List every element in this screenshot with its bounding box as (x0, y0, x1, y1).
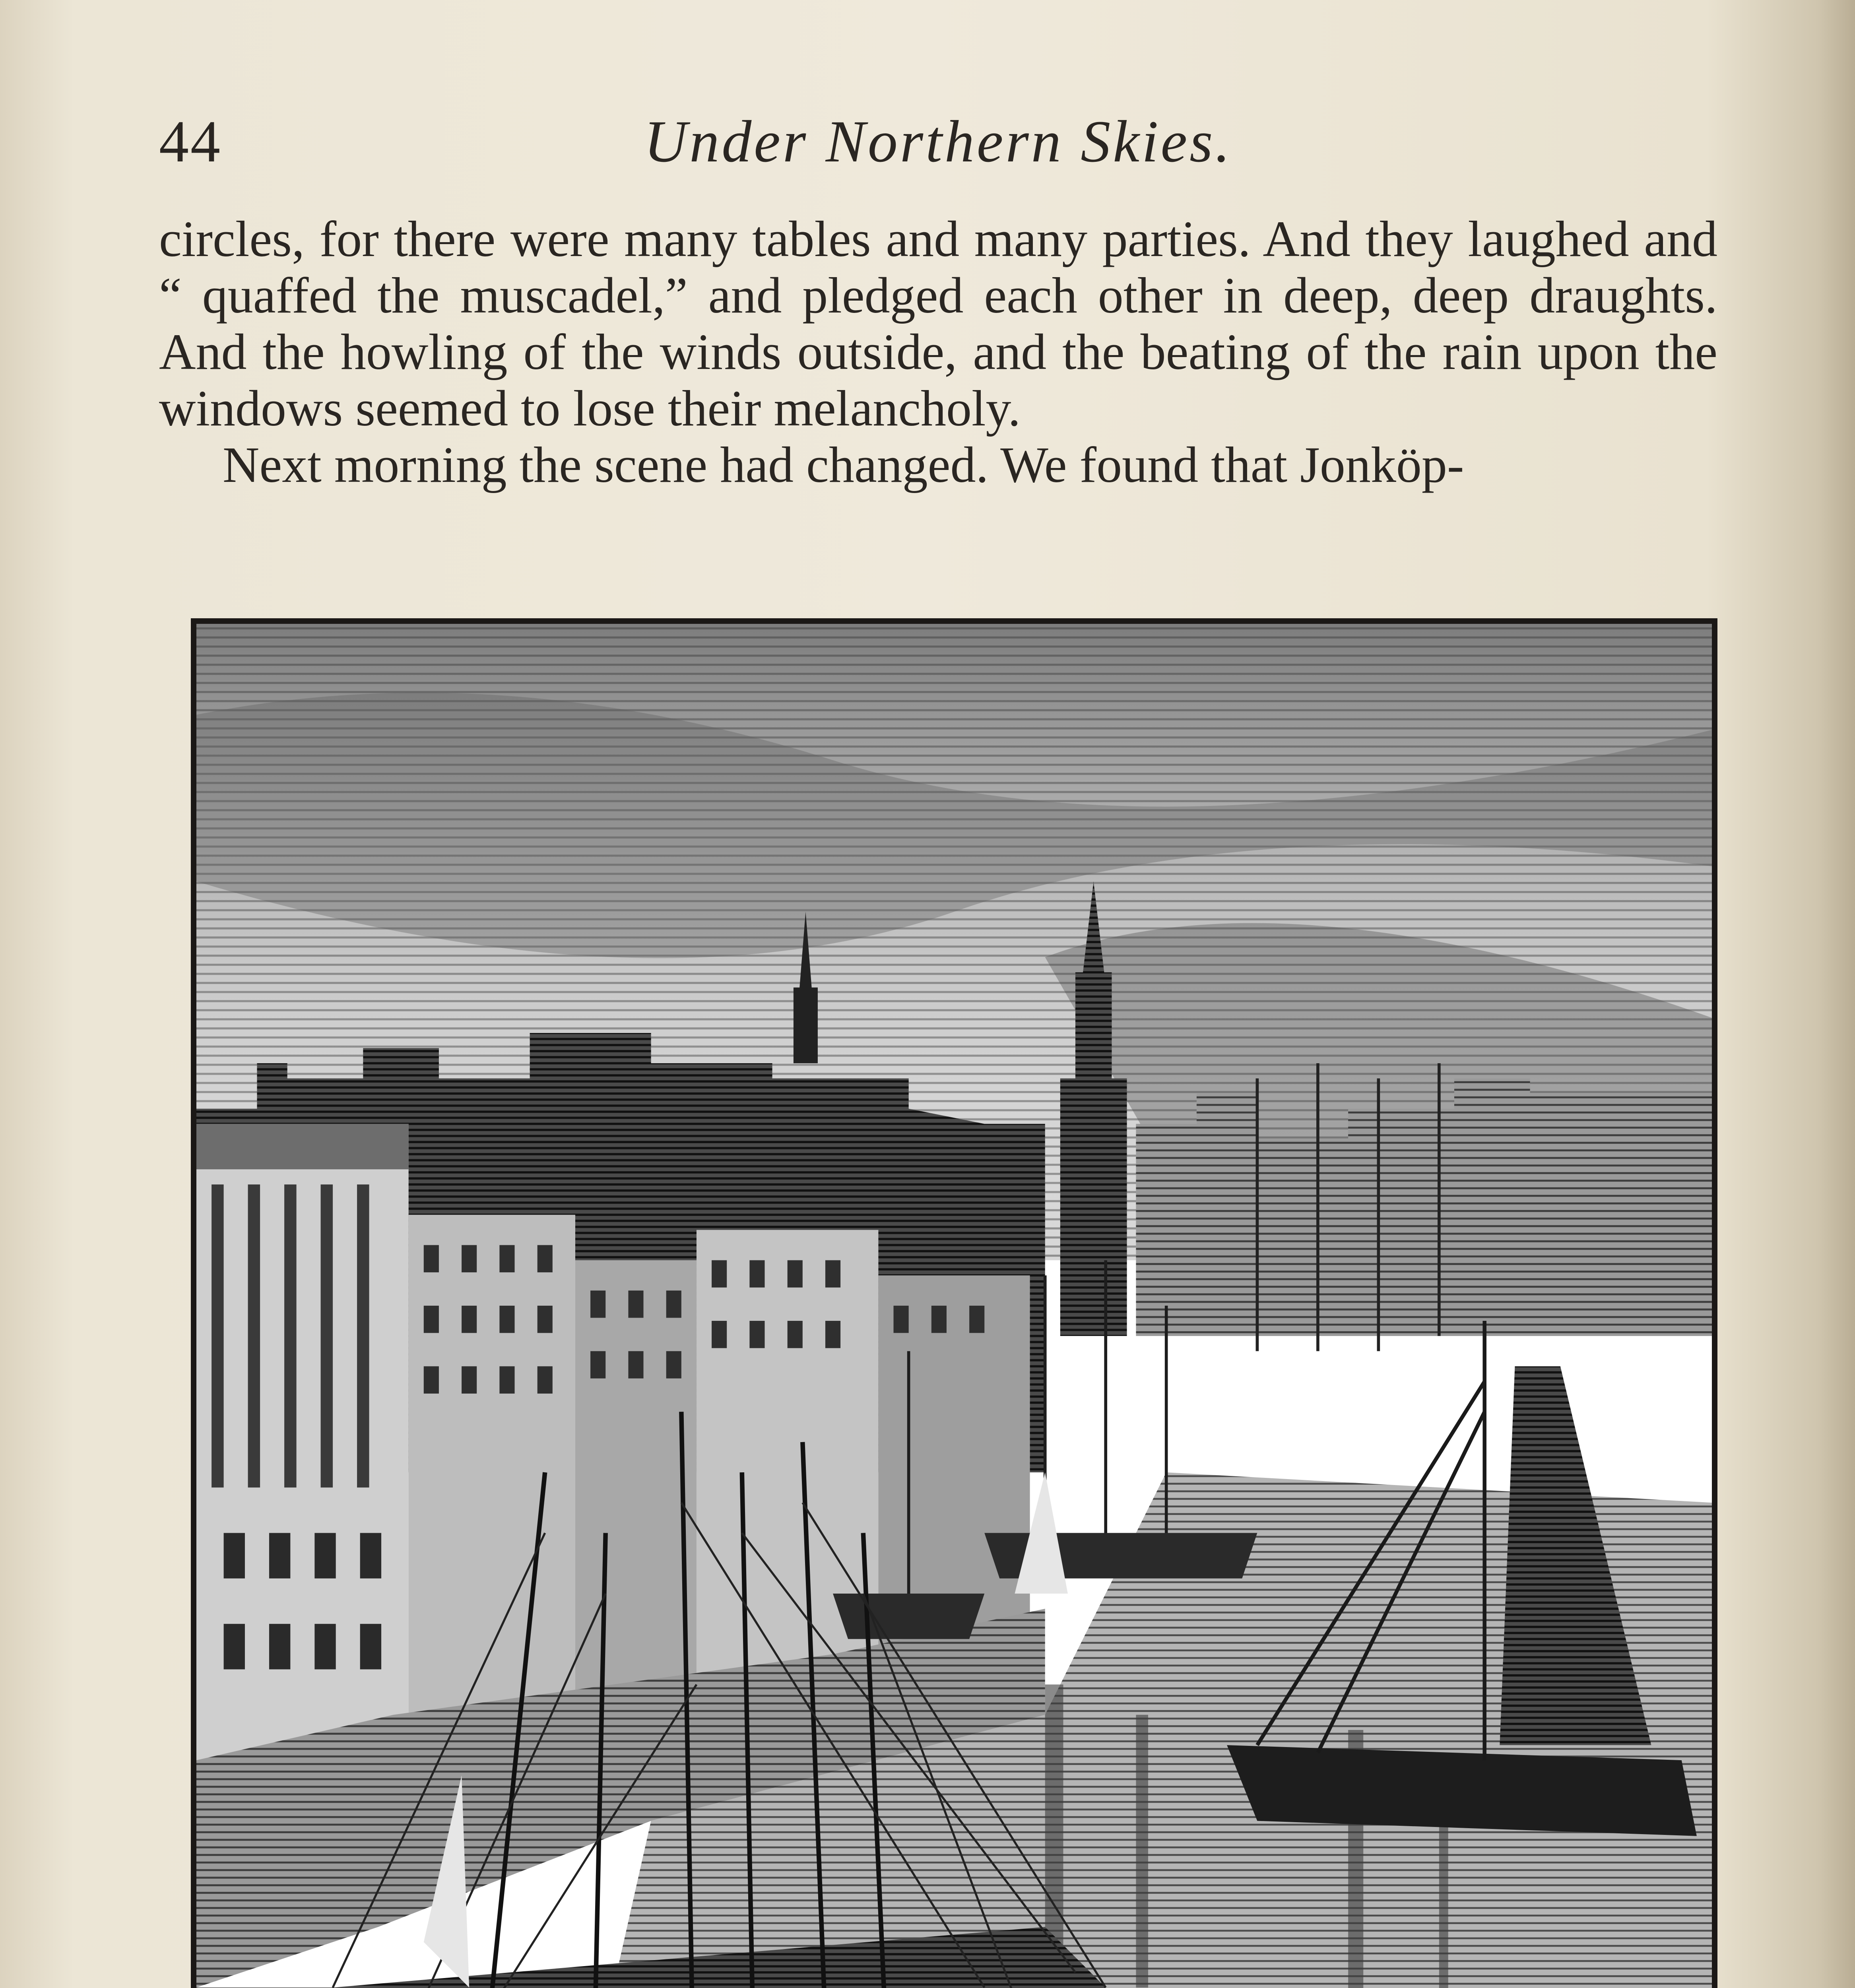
page-header (159, 107, 1717, 187)
running-title: Under Northern Skies. (644, 109, 1233, 175)
paragraph-next-morning: Next morning the scene had changed. We found that Jonköp- (223, 437, 1464, 493)
paragraph-continued: circles, for there were many tables and many parties. And they laughed and “ quaffed the muscadel,” and pledged each other in deep, deep draughts. And the howling of the winds outside, and the beating of the rain upon the windows seemed to lose their melancholy. (159, 211, 1717, 437)
top-text-block (159, 211, 1717, 493)
engraving-image (196, 624, 1712, 1988)
far-buildings (1136, 1078, 1712, 1336)
copenhagen-engraving (191, 618, 1717, 1988)
page-number: 44 (159, 109, 222, 175)
